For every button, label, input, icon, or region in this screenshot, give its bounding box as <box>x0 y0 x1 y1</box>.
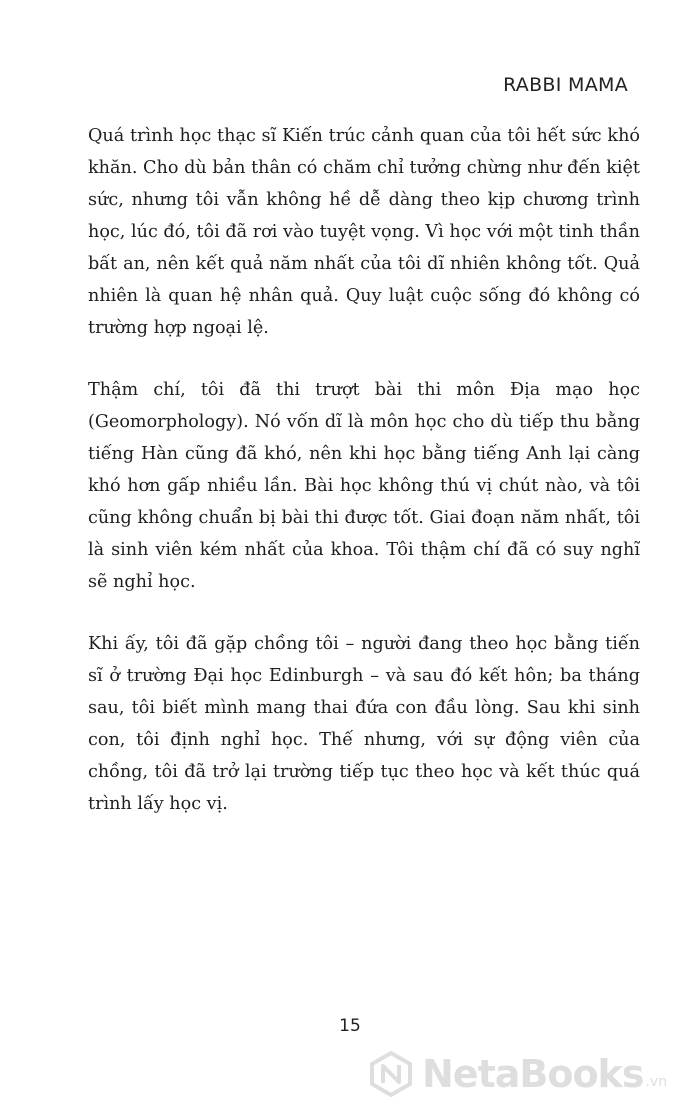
body-text <box>88 120 640 850</box>
page-number: 15 <box>339 1016 361 1036</box>
paragraph: Thậm chí, tôi đã thi trượt bài thi môn Địa mạo học (Geomorphology). Nó vốn dĩ là môn học cho dù tiếp thu bằng tiếng Hàn cũng đã khó, nên khi học bằng tiếng Anh lại càng khó hơn gấp nhiều lần. Bài học không thú vị chút nào, và tôi cũng không chuẩn bị bài thi được tốt. Giai đoạn năm nhất, tôi là sinh viên kém nhất của khoa. Tôi thậm chí đã có suy nghĩ sẽ nghỉ học. <box>88 380 640 592</box>
paragraph: Khi ấy, tôi đã gặp chồng tôi – người đang theo học bằng tiến sĩ ở trường Đại học Edinburgh – và sau đó kết hôn; ba tháng sau, tôi biết mình mang thai đứa con đầu lòng. Sau khi sinh con, tôi định nghỉ học. Thế nhưng, với sự động viên của chồng, tôi đã trở lại trường tiếp tục theo học và kết thúc quá trình lấy học vị. <box>88 634 640 814</box>
watermark <box>368 1044 667 1104</box>
paragraph: Quá trình học thạc sĩ Kiến trúc cảnh quan của tôi hết sức khó khăn. Cho dù bản thân có chăm chỉ tưởng chừng như đến kiệt sức, nhưng tôi vẫn không hề dễ dàng theo kịp chương trình học, lúc đó, tôi đã rơi vào tuyệt vọng. Vì học với một tinh thần bất an, nên kết quả năm nhất của tôi dĩ nhiên không tốt. Quả nhiên là quan hệ nhân quả. Quy luật cuộc sống đó không có trường hợp ngoại lệ. <box>88 126 640 338</box>
watermark-brand: NetaBooks <box>422 1052 644 1096</box>
netabooks-logo-icon <box>368 1051 414 1097</box>
watermark-suffix: .vn <box>645 1074 668 1090</box>
running-header-title: RABBI MAMA <box>503 74 628 96</box>
